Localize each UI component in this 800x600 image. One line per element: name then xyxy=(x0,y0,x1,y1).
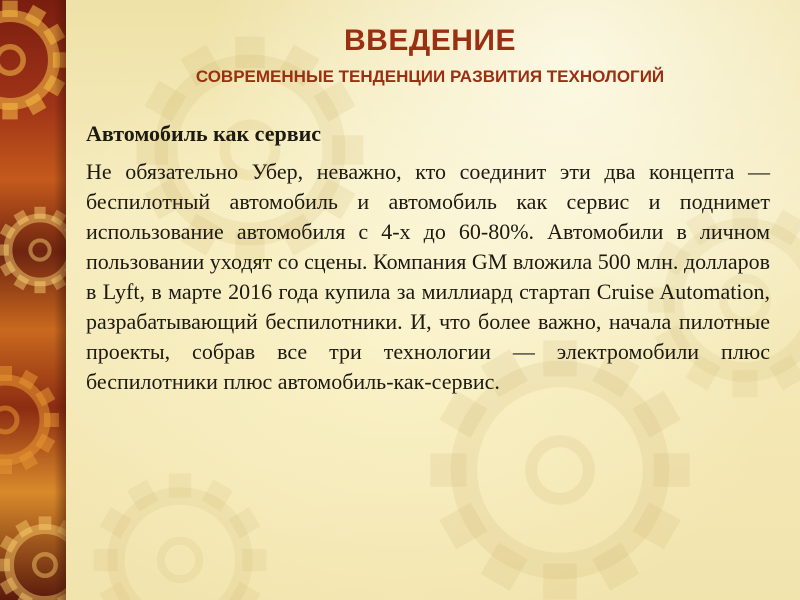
section-heading: Автомобиль как сервис xyxy=(86,121,322,146)
body-paragraph: Не обязательно Убер, неважно, кто соединит эти два концепта — беспилотный автомобиль и автомобиль как сервис и поднимет использование автомобиля с 4-х до 60-80%. Автомобили в личном пользовании уходят со сцены. Компания GM вложила 500 млн. долларов в Lyft, в марте 2016 года купила за миллиард стартап Cruise Automation, разрабатывающий беспилотники. И, что более важно, начала пилотные проекты, собрав все три технологии — электромобили плюс беспилотники плюс автомобиль-как-сервис. xyxy=(86,159,770,394)
gear-icon xyxy=(0,366,59,474)
gear-icon xyxy=(94,474,267,600)
slide-title: ВВЕДЕНИЕ xyxy=(344,24,516,57)
strip-shadow xyxy=(54,0,66,600)
slide-content xyxy=(86,120,770,397)
left-decorative-strip xyxy=(0,0,66,600)
slide-subtitle: СОВРЕМЕННЫЕ ТЕНДЕНЦИИ РАЗВИТИЯ ТЕХНОЛОГИЙ xyxy=(195,67,665,86)
